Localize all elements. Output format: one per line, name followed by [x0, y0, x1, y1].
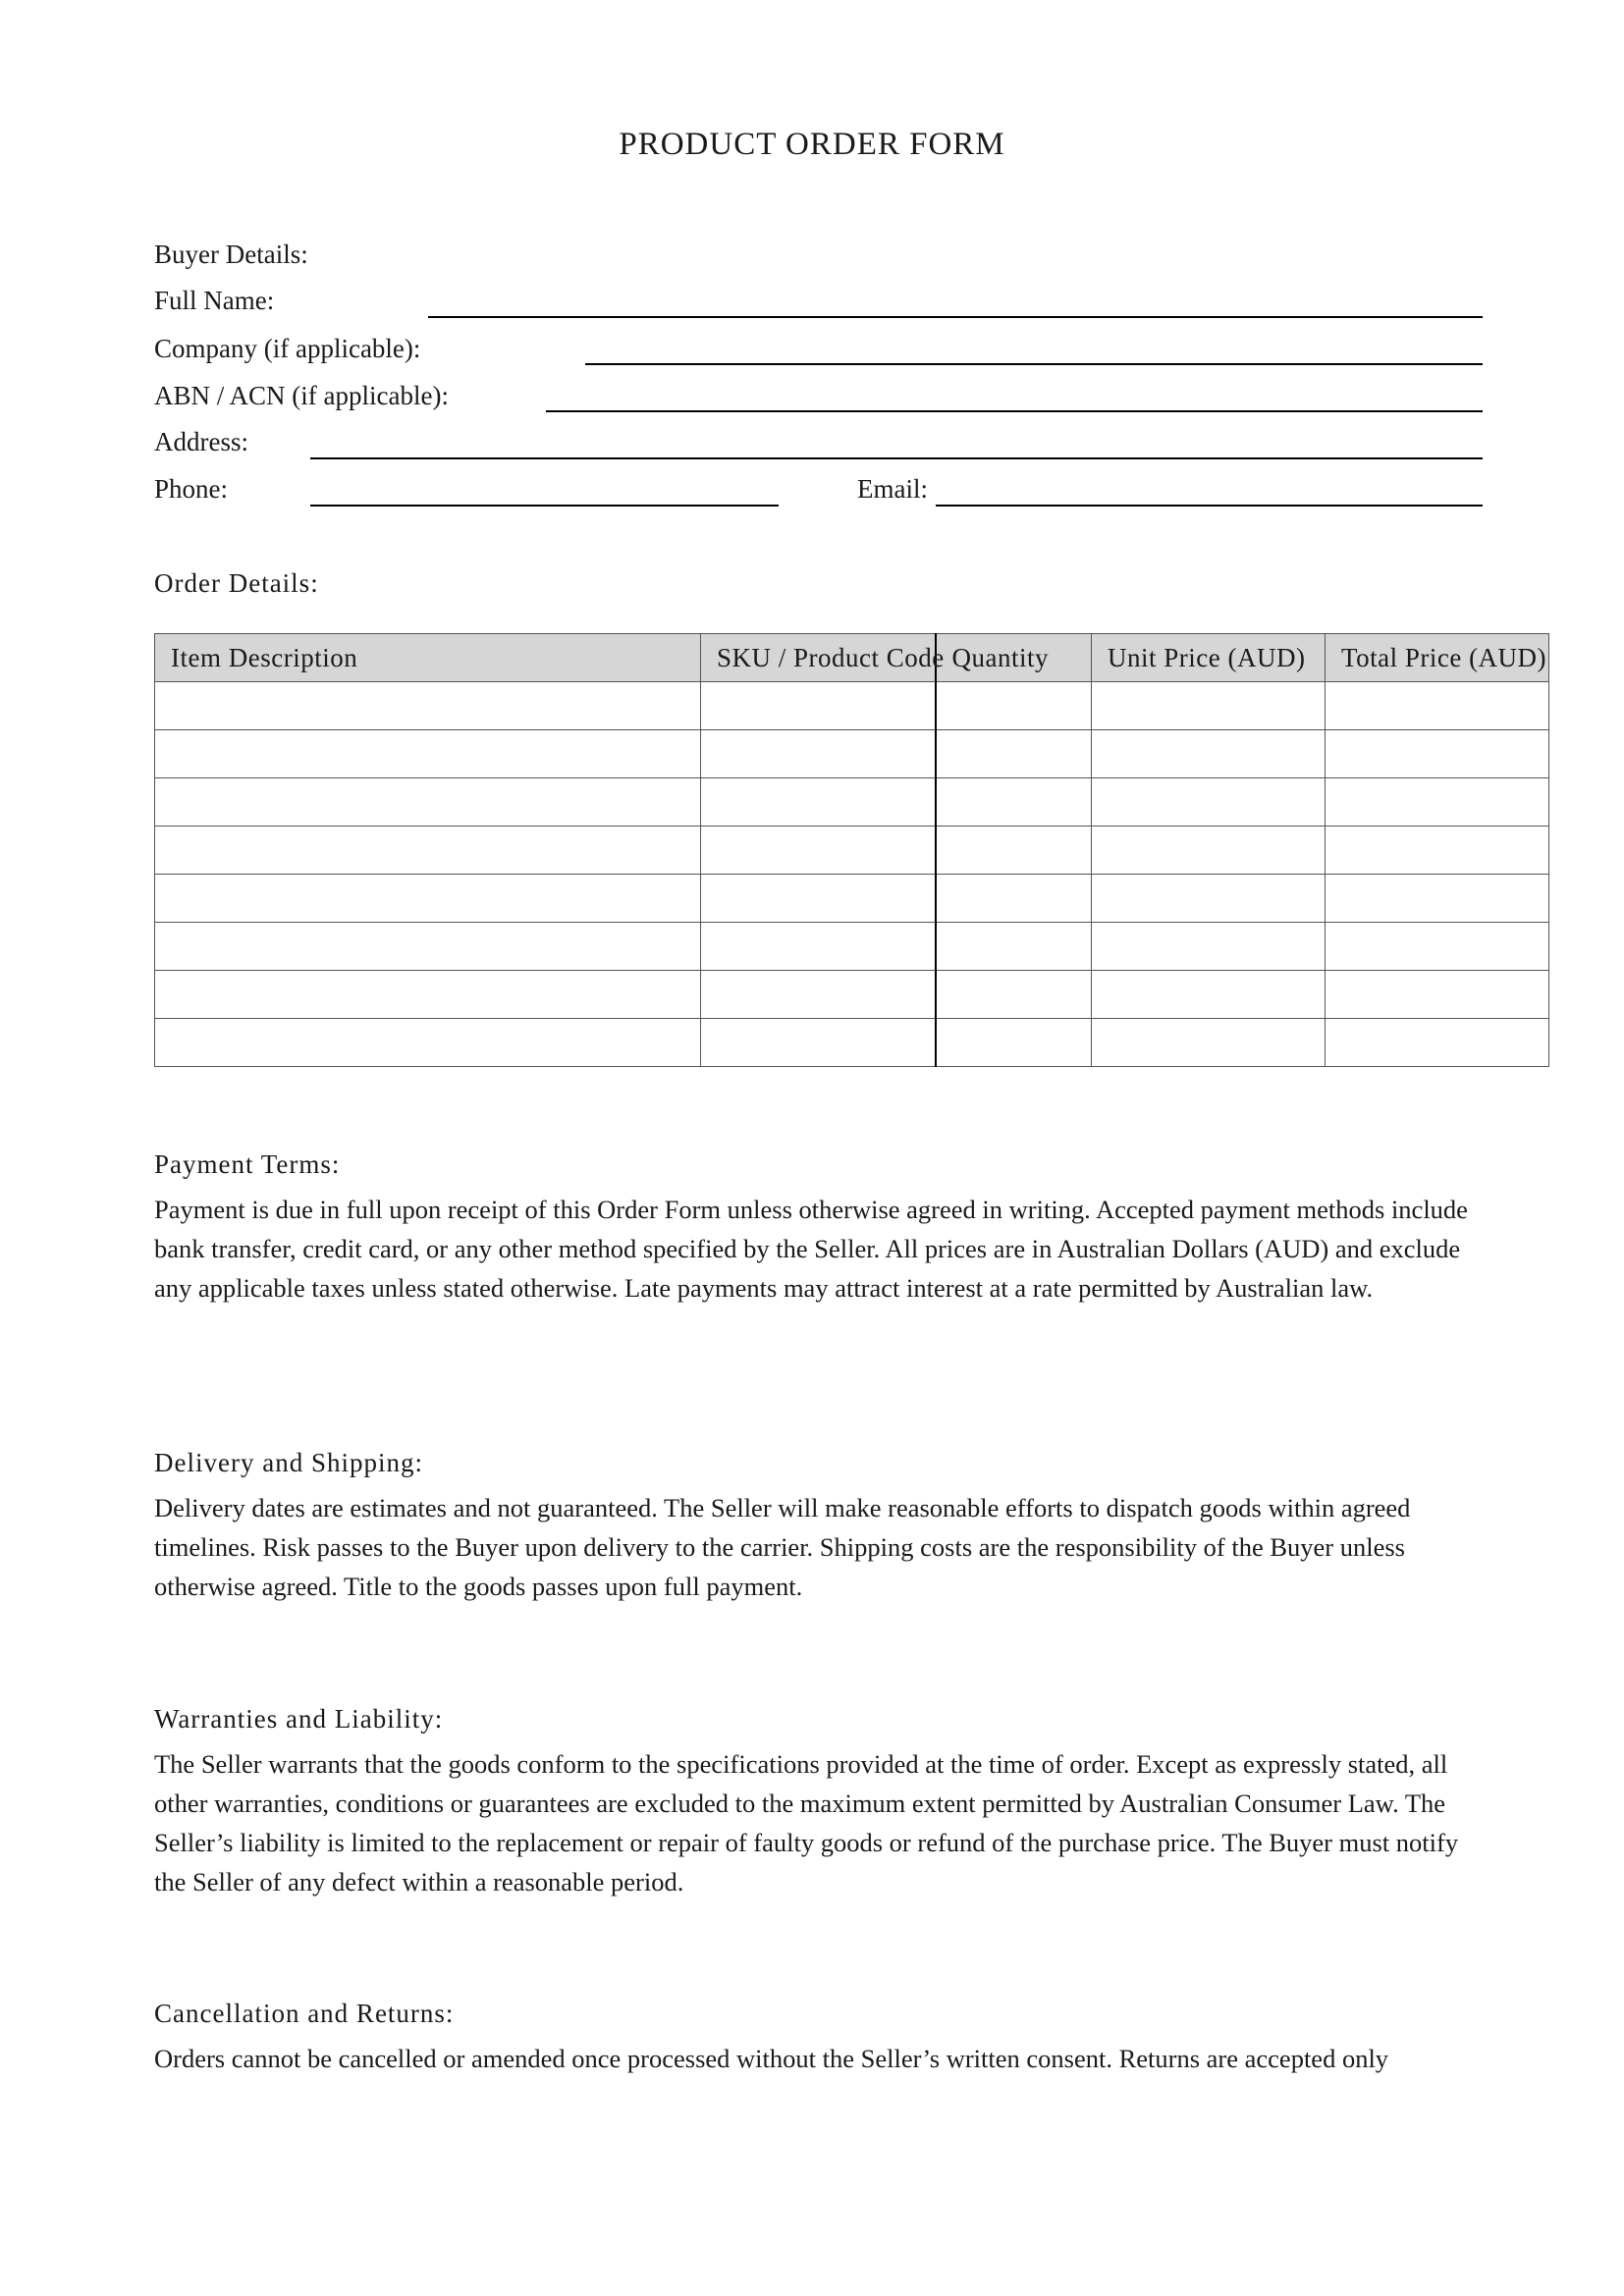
item-description-cell[interactable]	[155, 730, 701, 778]
sku-cell[interactable]	[701, 778, 936, 827]
cancellation-returns-heading: Cancellation and Returns:	[154, 1999, 455, 2028]
sku-cell[interactable]	[701, 923, 936, 971]
unit-price-cell[interactable]	[1092, 778, 1326, 827]
sku-cell[interactable]	[701, 827, 936, 875]
sku-cell[interactable]	[701, 971, 936, 1019]
order-items-table	[154, 633, 1549, 1067]
warranties-liability-heading: Warranties and Liability:	[154, 1704, 444, 1734]
total-price-cell[interactable]	[1326, 682, 1549, 730]
item-description-cell[interactable]	[155, 971, 701, 1019]
total-price-cell[interactable]	[1326, 827, 1549, 875]
address-field[interactable]	[310, 457, 1483, 459]
column-header-sku: SKU / Product Code	[701, 634, 936, 682]
quantity-cell[interactable]	[936, 923, 1092, 971]
full-name-field[interactable]	[428, 316, 1483, 318]
sku-cell[interactable]	[701, 875, 936, 923]
table-header-row	[155, 634, 1549, 682]
column-header-quantity: Quantity	[936, 634, 1092, 682]
abn-acn-label: ABN / ACN (if applicable):	[154, 381, 449, 410]
phone-label: Phone:	[154, 474, 229, 504]
unit-price-cell[interactable]	[1092, 971, 1326, 1019]
unit-price-cell[interactable]	[1092, 730, 1326, 778]
sku-cell[interactable]	[701, 730, 936, 778]
table-row	[155, 971, 1549, 1019]
item-description-cell[interactable]	[155, 875, 701, 923]
unit-price-cell[interactable]	[1092, 923, 1326, 971]
address-label: Address:	[154, 427, 248, 456]
quantity-cell[interactable]	[936, 778, 1092, 827]
phone-field[interactable]	[310, 505, 779, 507]
quantity-cell[interactable]	[936, 875, 1092, 923]
delivery-shipping-text: Delivery dates are estimates and not guaranteed. The Seller will make reasonable efforts to dispatch goods within agreed timelines. Risk passes to the Buyer upon delivery to the carrier. Shipping costs are the responsibility of the Buyer unless otherwise agreed. Title to the goods passes upon full payment.	[154, 1493, 1411, 1601]
email-field[interactable]	[936, 505, 1483, 507]
item-description-cell[interactable]	[155, 682, 701, 730]
abn-acn-field[interactable]	[546, 410, 1483, 412]
total-price-cell[interactable]	[1326, 923, 1549, 971]
item-description-cell[interactable]	[155, 778, 701, 827]
table-row	[155, 778, 1549, 827]
quantity-cell[interactable]	[936, 971, 1092, 1019]
unit-price-cell[interactable]	[1092, 1019, 1326, 1067]
warranties-liability-text: The Seller warrants that the goods conform to the specifications provided at the time of order. Except as expressly stated, all other warranties, conditions or guarantees are excluded to the maximum extent permitted by Australian Consumer Law. The Seller’s liability is limited to the replacement or repair of faulty goods or refund of the purchase price. The Buyer must notify the Seller of any defect within a reasonable period.	[154, 1749, 1459, 1896]
quantity-cell[interactable]	[936, 1019, 1092, 1067]
unit-price-cell[interactable]	[1092, 875, 1326, 923]
total-price-cell[interactable]	[1326, 971, 1549, 1019]
table-row	[155, 730, 1549, 778]
table-row	[155, 1019, 1549, 1067]
unit-price-cell[interactable]	[1092, 682, 1326, 730]
item-description-cell[interactable]	[155, 827, 701, 875]
unit-price-cell[interactable]	[1092, 827, 1326, 875]
quantity-cell[interactable]	[936, 730, 1092, 778]
total-price-cell[interactable]	[1326, 730, 1549, 778]
cancellation-returns-text: Orders cannot be cancelled or amended once processed without the Seller’s written consent. Returns are accepted only	[154, 2044, 1389, 2073]
sku-cell[interactable]	[701, 682, 936, 730]
column-header-total-price: Total Price (AUD)	[1326, 634, 1549, 682]
order-details-heading: Order Details:	[154, 568, 319, 598]
table-row	[155, 875, 1549, 923]
total-price-cell[interactable]	[1326, 875, 1549, 923]
column-header-unit-price: Unit Price (AUD)	[1092, 634, 1326, 682]
total-price-cell[interactable]	[1326, 1019, 1549, 1067]
item-description-cell[interactable]	[155, 923, 701, 971]
table-row	[155, 682, 1549, 730]
column-header-item-description: Item Description	[155, 634, 701, 682]
table-row	[155, 923, 1549, 971]
page-title: PRODUCT ORDER FORM	[619, 127, 1005, 162]
company-label: Company (if applicable):	[154, 334, 421, 363]
item-description-cell[interactable]	[155, 1019, 701, 1067]
full-name-label: Full Name:	[154, 286, 275, 315]
payment-terms-heading: Payment Terms:	[154, 1149, 341, 1179]
delivery-shipping-heading: Delivery and Shipping:	[154, 1448, 423, 1477]
sku-cell[interactable]	[701, 1019, 936, 1067]
quantity-cell[interactable]	[936, 682, 1092, 730]
company-field[interactable]	[585, 363, 1483, 365]
quantity-cell[interactable]	[936, 827, 1092, 875]
buyer-details-heading: Buyer Details:	[154, 240, 308, 269]
total-price-cell[interactable]	[1326, 778, 1549, 827]
payment-terms-text: Payment is due in full upon receipt of this Order Form unless otherwise agreed in writing. Accepted payment methods include bank transfer, credit card, or any other method specified by the Seller. All prices are in Australian Dollars (AUD) and exclude any applicable taxes unless stated otherwise. Late payments may attract interest at a rate permitted by Australian law.	[154, 1195, 1468, 1303]
table-row	[155, 827, 1549, 875]
email-label: Email:	[857, 474, 928, 504]
